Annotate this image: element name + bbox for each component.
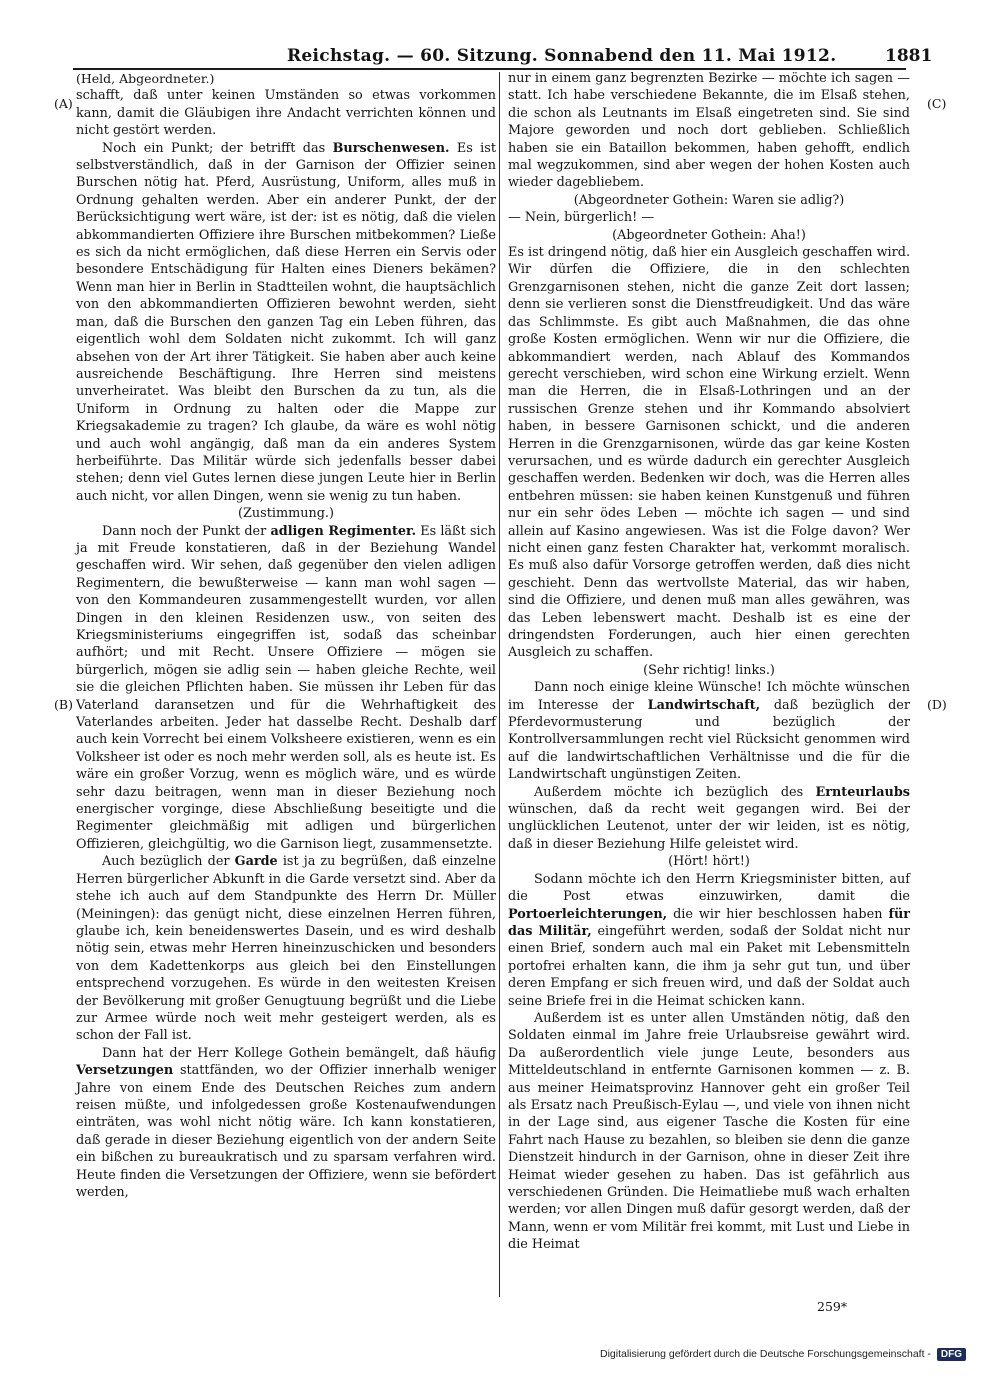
right-column: [508, 70, 910, 1254]
paragraph: Außerdem ist es unter allen Umständen nötig, daß den Soldaten einmal im Jahre freie Urlaubsreise gewährt wird. Da außerordentlich viele junge Leute, besonders aus Mitteldeutschland in entfernte Garnisonen kommen — z. B. aus meiner Heimatsprovinz Hannover geht ein großer Teil als Ersatz nach Preußisch-Eylau —, und viele von ihnen nicht in der Lage sind, aus eigener Tasche die Kosten für eine Fahrt nach Hause zu bezahlen, so bleiben sie denn die ganze Dienstzeit hindurch in der Garnison, ohne in dieser Zeit ihre Heimat wieder gesehen zu haben. Das ist gefährlich aus verschiedenen Gründen. Die Heimatliebe muß wach erhalten werden; vor allen Dingen muß dafür gesorgt werden, daß der Mann, wenn er vom Militär frei kommt, mit Lust und Liebe in die Heimat: [508, 1010, 910, 1253]
keyword: adligen Regimenter.: [270, 523, 417, 539]
interjection: (Abgeordneter Gothein: Waren sie adlig?): [573, 192, 845, 208]
keyword: Landwirtschaft,: [647, 697, 761, 713]
column-divider: [499, 72, 500, 1297]
margin-marker-d: (D): [927, 697, 947, 712]
margin-marker-c: (C): [927, 96, 947, 111]
text-run: Sodann möchte ich den Herrn Kriegsminister bitten, auf die Post etwas einzuwirken, damit die: [508, 871, 910, 905]
running-title: Reichstag. — 60. Sitzung. Sonnabend den 11. Mai 1912.: [287, 46, 837, 66]
paragraph: [508, 871, 910, 1010]
paragraph: [76, 523, 496, 854]
paragraph: [508, 679, 910, 783]
digitization-footer: [600, 1348, 990, 1368]
keyword: Versetzungen: [76, 1063, 174, 1079]
text-run: Noch ein Punkt; der betrifft das: [102, 140, 333, 156]
text-run: Auch bezüglich der: [102, 854, 235, 870]
left-column: [76, 70, 496, 1201]
keyword: Burschenwesen.: [332, 140, 450, 156]
text-run: Dann noch einige kleine Wünsche! Ich möchte wünschen im Interesse der: [508, 680, 910, 713]
text-run: die wir hier beschlossen haben: [667, 906, 889, 922]
keyword: Garde: [234, 854, 278, 870]
interjection: (Abgeordneter Gothein: Aha!): [612, 227, 806, 243]
dfg-logo: DFG: [937, 1348, 966, 1361]
text-run: ist ja zu begrüßen, daß einzelne Herren bürgerlicher Abkunft in die Garde versetzt sind. Aber da stehe ich auch auf dem Standpunkte des Herrn Dr. Müller (Meiningen): das genügt nicht, diese einzelnen Herren führen, glaube ich, kein beneidenswertes Dasein, und es wird deshalb nötig sein, etwas mehr Herren hineinzuschicken und besonders von dem Kadettenkorps aus gleich bei den Einstellungen entsprechend vorzugehen. Es würde in den weitesten Kreisen der Bevölkerung mit großer Genugtuung begrüßt und die Liebe zur Armee würde noch weit mehr gesteigert werden, als es schon der Fall ist.: [76, 854, 496, 1044]
text-run: daß bezüglich der Pferdevormusterung und bezüglich der Kontrollversammlungen recht viel Rücksicht genommen wird auf die landwirtschaftlichen Verhältnisse und die für die Landwirtschaft ungünstigen Zeiten.: [508, 697, 910, 783]
paragraph: schafft, daß unter keinen Umständen so etwas vorkommen kann, damit die Gläubigen ihre Andacht verrichten können und nicht gestört werden.: [76, 88, 496, 139]
paragraph: [76, 853, 496, 1044]
reply: — Nein, bürgerlich! —: [508, 210, 655, 226]
text-run: stattfänden, wo der Offizier innerhalb weniger Jahre von einem Ende des Deutschen Reiches zum andern reisen müßte, und infolgedessen große Kostenaufwendungen einträten, was wohl nicht nötig wäre. Ich kann konstatieren, daß gerade in dieser Beziehung eigentlich von der andern Seite ein bißchen zu bureaukratisch und zu sparsam verfahren wird. Heute finden die Versetzungen der Offiziere, wenn sie befördert werden,: [76, 1063, 496, 1200]
paragraph: nur in einem ganz begrenzten Bezirke — möchte ich sagen — statt. Ich habe verschiedene Bekannte, die im Elsaß stehen, die schon als Leutnants im Elsaß eingetreten sind. Sie sind Majore geworden und noch dort geblieben. Schließlich haben sie ein Bataillon bekommen, haben gehofft, endlich mal wegzukommen, sind aber wegen der hohen Kosten auch wieder dagebliebem.: [508, 71, 910, 191]
margin-marker-a: (A): [54, 96, 73, 111]
text-run: Außerdem möchte ich bezüglich des: [534, 784, 816, 800]
keyword: Ernteurlaubs: [815, 784, 910, 800]
paragraph: [508, 784, 910, 854]
text-run: Es ist selbstverständlich, daß in der Garnison der Offizier seinen Burschen nötig hat. Pferd, Ausrüstung, Uniform, alles muß in Ordnung gehalten werden. Aber ein anderer Punkt, der der Berücksichtigung wert wäre, ist der: ist es nötig, daß die vielen abkommandierten Offiziere ihre Burschen mitbekommen? Ließe es sich da nicht ermöglichen, daß diese Herren ein Servis oder besondere Entschädigung für Halten eines Dieners bekämen? Wenn man hier in Berlin in Stadtteilen wohnt, die hauptsächlich von den abkommandierten Offizieren bewohnt werden, sieht man, daß die Burschen den ganzen Tag ein Leben führen, das eigentlich wohl dem Soldaten nicht zukommt. Ich will ganz absehen von der Art ihrer Tätigkeit. Sie haben aber auch keine ausreichende Beschäftigung. Ihre Herren sind meistens unverheiratet. Was bleibt den Burschen da zu tun, als die Uniform in Ordnung zu halten oder die Mappe zur Kriegsakademie zu tragen? Ich glaube, da wäre es wohl nötig und auch wohl angängig, daß man da ein anderes System herbeiführte. Das Militär würde sich jedenfalls besser dabei stehen; denn viel Gutes lernen diese jungen Leute hier in Berlin auch nicht, vor allen Dingen, wenn sie wenig zu tun haben.: [76, 140, 496, 504]
text-run: Dann hat der Herr Kollege Gothein bemängelt, daß häufig: [102, 1045, 496, 1061]
margin-marker-b: (B): [54, 697, 73, 712]
footer-text: Digitalisierung gefördert durch die Deutsche Forschungsgemeinschaft -: [600, 1348, 931, 1360]
interjection: (Sehr richtig! links.): [643, 662, 775, 678]
paragraph: Es ist dringend nötig, daß hier ein Ausgleich geschaffen wird. Wir dürfen die Offiziere, die in den schlechten Grenzgarnisonen stehen, nicht die ganze Zeit dort lassen; denn sie verlieren sonst die Dienstfreudigkeit. Und das wäre das Schlimmste. Es gibt auch Maßnahmen, die das ohne große Kosten ermöglichen. Wenn wir nur die Offiziere, die abkommandiert werden, nach Ablauf des Kommandos gerecht verschieben, wird schon eine Wirkung erzielt. Wenn man die Herren, die in Elsaß-Lothringen und an der russischen Grenze stehen und ihr Kommando absolviert haben, in bessere Garnisonen schickt, und die anderen Herren in die Grenzgarnisonen, würde das gar keine Kosten verursachen, und es würde dadurch ein gerechter Ausgleich geschaffen werden. Bedenken wir doch, was die Herren alles entbehren müssen: sie haben keinen Kunstgenuß und führen nur ein sehr ödes Leben — möchte ich sagen — und sind allein auf Kasino angewiesen. Was ist die Folge davon? Wer nicht einen ganz festen Charakter hat, verkommt moralisch. Es muß also dafür Vorsorge getroffen werden, daß dies nicht geschieht. Denn das wertvollste Material, das wir haben, sind die Offiziere, und denen muß man alles gewähren, was das Leben lebenswert macht. Deshalb ist es eine der dringendsten Forderungen, auch hier einen gerechten Ausgleich zu schaffen.: [508, 245, 911, 661]
interjection: (Hört! hört!): [668, 854, 750, 870]
paragraph: [76, 1045, 496, 1202]
signature-mark: 259*: [817, 1299, 848, 1314]
page-header: [0, 0, 1000, 74]
text-run: Es läßt sich ja mit Freude konstatieren, daß in der Beziehung Wandel geschaffen wird. Wir sehen, daß gegenüber den vielen adligen Regimentern, die bewußterweise — kann man wohl sagen — von den Kommandeuren zusammengestellt wurden, vor allen Dingen in den kleinen Residenzen usw., von seiten des Kriegsministeriums eingegriffen ist, sodaß das scheinbar aufhört; und mit Recht. Unsere Offiziere — mögen sie bürgerlich, mögen sie adlig sein — haben gleiche Rechte, weil sie die gleichen Pflichten haben. Sie müssen ihr Leben für das Vaterland daransetzen und für die Wehrhaftigkeit des Vaterlandes arbeiten. Jeder hat dasselbe Recht. Deshalb darf auch kein Vorrecht bei einem Volksheere existieren, wenn es ein Volksheer ist oder es noch mehr werden soll, als es heute ist. Es wäre ein großer Vorzug, wenn es möglich wäre, und es würde sehr dazu beitragen, wenn man in dieser Beziehung noch energischer vorginge, diese Abschließung beseitigte und die Regimenter gleichmäßig mit adligen und bürgerlichen Offizieren, gleichgültig, wo die Garnison liegt, zusammensetzte.: [76, 523, 497, 852]
text-run: Dann noch der Punkt der: [102, 523, 271, 539]
page-number: 1881: [885, 46, 933, 66]
paragraph: [76, 140, 496, 506]
text-run: eingeführt werden, sodaß der Soldat nicht nur einen Brief, sondern auch mal ein Paket mit Lebensmitteln portofrei erhalten kann, die ihm ja sehr gut tun, und über deren Empfang er sich freuen wird, und daß der Soldat auch seine Briefe frei in die Heimat schicken kann.: [508, 923, 910, 1009]
speaker-name: (Held, Abgeordneter.): [76, 71, 215, 86]
keyword: für das Militär,: [508, 906, 910, 939]
keyword: Portoerleichterungen,: [508, 906, 668, 922]
text-run: wünschen, daß da recht weit gegangen wird. Bei der unglücklichen Leutenot, unter der wir leiden, ist es nötig, daß in dieser Beziehung Hilfe geleistet wird.: [508, 802, 910, 852]
interjection: (Zustimmung.): [238, 506, 334, 522]
